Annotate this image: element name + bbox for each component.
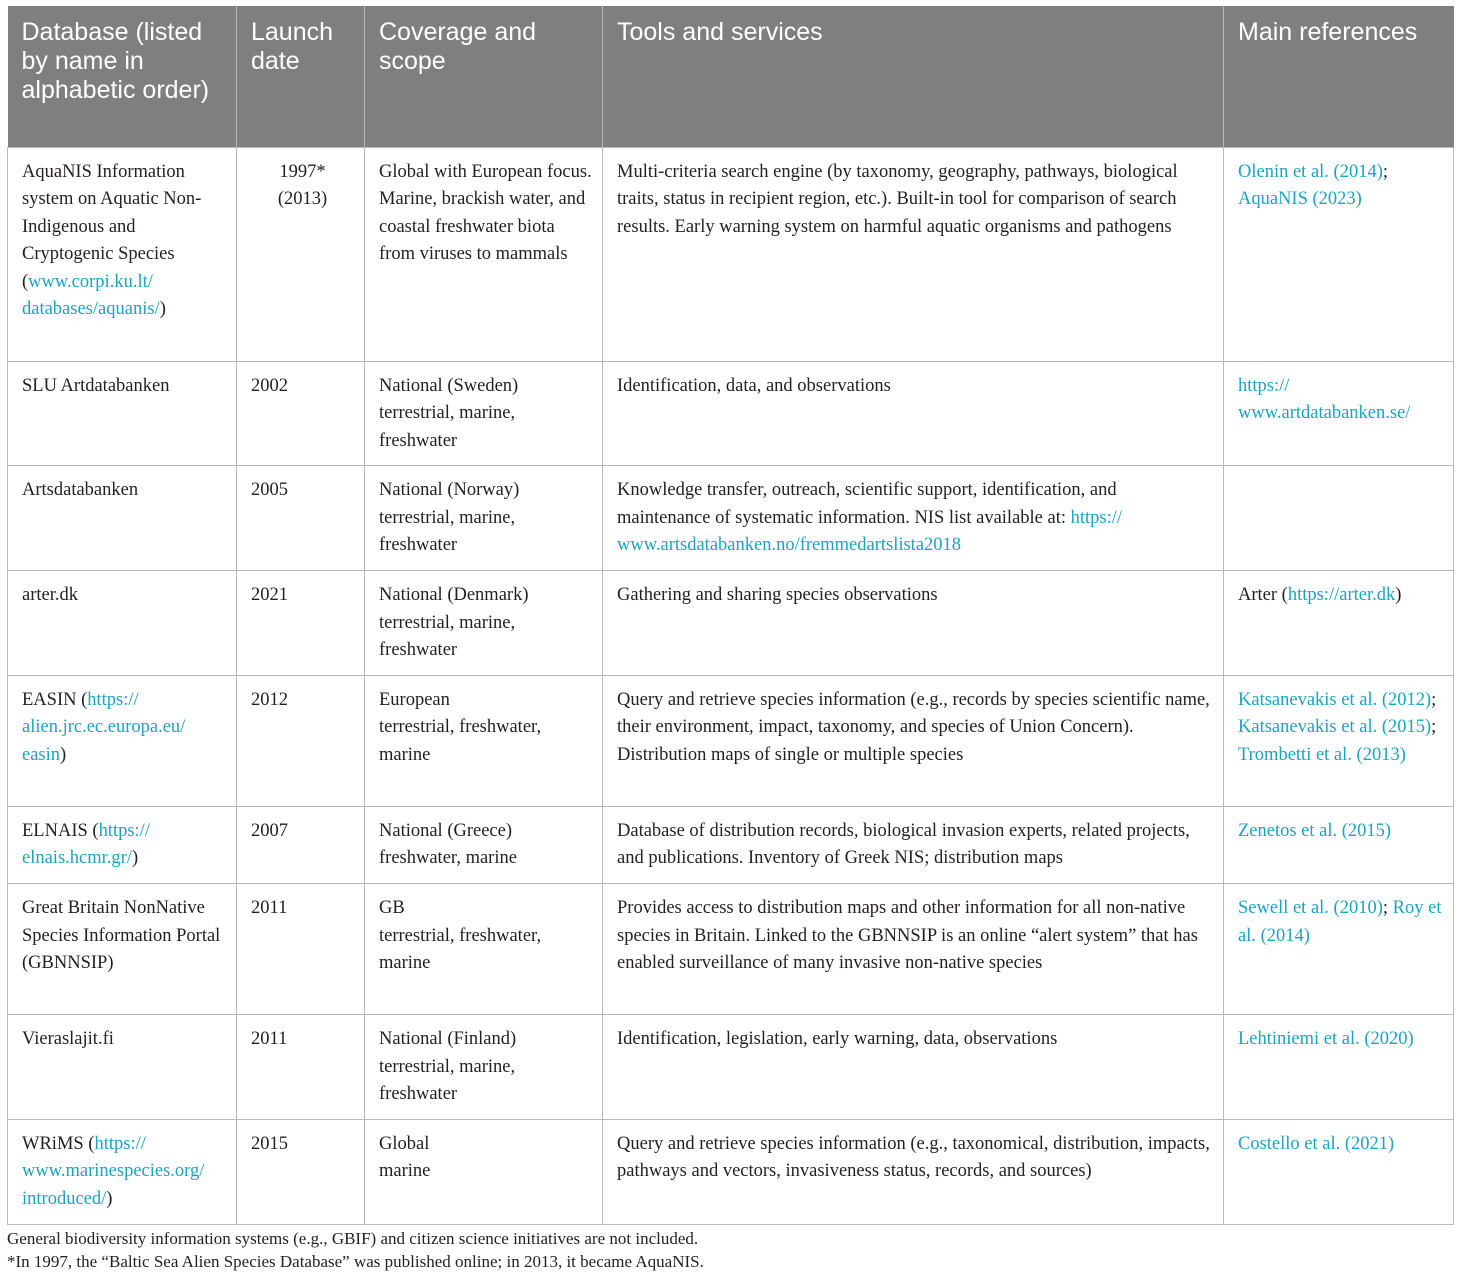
reference-link[interactable]: Lehtiniemi et al. (2020): [1238, 1029, 1414, 1050]
cell-tools: Identification, data, and observations: [603, 361, 1224, 466]
cell-references: [1224, 571, 1454, 676]
coverage-scope: terrestrial, freshwater, marine: [379, 925, 542, 974]
separator: ;: [1431, 717, 1437, 738]
reference-link[interactable]: Roy et al. (2014): [1238, 898, 1442, 946]
cell-tools: Query and retrieve species information (e.g., records by species scientific name, their environment, impact, taxonomy, and species of Union Concern). Distribution maps of single or multiple species: [603, 675, 1224, 806]
cell-coverage: [365, 675, 603, 806]
table-row: [8, 466, 1454, 571]
cell-database: Vieraslajit.fi: [8, 1015, 237, 1120]
paren-close: ): [131, 848, 139, 869]
coverage-region: National (Finland): [379, 1029, 517, 1050]
header-database: Database (listed by name in alphabetic order): [8, 6, 237, 147]
reference-link[interactable]: AquaNIS (2023): [1238, 189, 1362, 210]
reference-link[interactable]: Zenetos et al. (2015): [1238, 820, 1392, 841]
cell-coverage: [365, 806, 603, 883]
reference-link[interactable]: Trombetti et al. (2013): [1238, 745, 1406, 766]
cell-tools: Identification, legislation, early warning, data, observations: [603, 1015, 1224, 1120]
launch-date-secondary: (2013): [277, 189, 328, 210]
coverage-scope: terrestrial, freshwater, marine: [379, 717, 542, 766]
database-name: EASIN (: [22, 689, 88, 710]
cell-database: Artsdatabanken: [8, 466, 237, 571]
coverage-scope: terrestrial, marine, freshwater: [379, 403, 516, 451]
cell-tools: Database of distribution records, biological invasion experts, related projects, and publications. Inventory of Greek NIS; distribution maps: [603, 806, 1224, 883]
table-row: [8, 1119, 1454, 1224]
database-link[interactable]: https:// www.marinespecies.org/ introduced/: [22, 1133, 205, 1209]
cell-references: [1224, 1119, 1454, 1224]
tools-link[interactable]: https:// www.artsdatabanken.no/fremmedartslista2018: [617, 507, 1123, 556]
database-name: ELNAIS (: [22, 820, 99, 841]
table-row: [8, 147, 1454, 361]
cell-tools: Query and retrieve species information (e.g., taxonomical, distribution, impacts, pathways and vectors, invasiveness status, records, and sources): [603, 1119, 1224, 1224]
table-row: [8, 361, 1454, 466]
reference-link[interactable]: Katsanevakis et al. (2015): [1238, 717, 1432, 738]
database-name: WRiMS (: [22, 1133, 95, 1154]
coverage-region: National (Denmark): [379, 585, 529, 606]
database-name: AquaNIS Information system on Aquatic Non-Indigenous and Cryptogenic Species (: [22, 161, 202, 292]
cell-launch-date: 2005: [237, 466, 365, 571]
tools-text: Knowledge transfer, outreach, scientific support, identification, and maintenance of systematic information. NIS list available at:: [617, 480, 1117, 528]
table-row: [8, 675, 1454, 806]
launch-date: 1997*: [279, 161, 326, 182]
header-launch-date: Launch date: [237, 6, 365, 147]
coverage-region: Global: [379, 1133, 430, 1154]
database-link[interactable]: https:// elnais.hcmr.gr/: [22, 820, 150, 869]
coverage-scope: terrestrial, marine, freshwater: [379, 507, 516, 556]
table-row: [8, 884, 1454, 1015]
cell-references: [1224, 806, 1454, 883]
table-row: [8, 806, 1454, 883]
cell-tools: Multi-criteria search engine (by taxonomy, geography, pathways, biological traits, status in recipient region, etc.). Built-in tool for comparison of search results. Early warning system on harmful aquatic organisms and pathogens: [603, 147, 1224, 361]
footnote-asterisk: *In 1997, the “Baltic Sea Alien Species Database” was published online; in 2013, it became AquaNIS.: [7, 1252, 704, 1271]
paren-close: ): [1395, 585, 1402, 606]
cell-launch-date: 2015: [237, 1119, 365, 1224]
reference-link[interactable]: https:// www.artdatabanken.se/: [1238, 375, 1411, 424]
table-row: [8, 571, 1454, 676]
cell-coverage: [365, 466, 603, 571]
cell-launch-date: 2007: [237, 806, 365, 883]
table-row: [8, 1015, 1454, 1120]
cell-launch-date: 2012: [237, 675, 365, 806]
reference-link[interactable]: Sewell et al. (2010): [1238, 898, 1383, 919]
paren-close: ): [60, 745, 67, 766]
cell-coverage: [365, 147, 603, 361]
reference-link[interactable]: https://arter.dk: [1287, 585, 1396, 606]
reference-link[interactable]: Katsanevakis et al. (2012): [1238, 689, 1432, 710]
paren-close: ): [106, 1189, 113, 1209]
coverage-region: National (Sweden): [379, 375, 519, 396]
cell-references: [1224, 675, 1454, 806]
header-references: Main references: [1224, 6, 1454, 147]
coverage-scope: terrestrial, marine, freshwater: [379, 612, 516, 661]
footnote-general: General biodiversity information systems (e.g., GBIF) and citizen science initiatives are not included.: [7, 1229, 699, 1248]
cell-launch-date: [237, 147, 365, 361]
cell-database: SLU Artdatabanken: [8, 361, 237, 466]
cell-coverage: [365, 361, 603, 466]
cell-database: Great Britain NonNative Species Information Portal (GBNNSIP): [8, 884, 237, 1015]
cell-launch-date: 2021: [237, 571, 365, 676]
cell-tools: Gathering and sharing species observations: [603, 571, 1224, 676]
header-tools: Tools and services: [603, 6, 1224, 147]
cell-tools: Provides access to distribution maps and other information for all non-native species in Britain. Linked to the GBNNSIP is an online “alert system” that has enabled surveillance of many invasive non-native species: [603, 884, 1224, 1015]
cell-coverage: [365, 571, 603, 676]
coverage-scope: terrestrial, marine, freshwater: [379, 1056, 516, 1105]
coverage-scope: marine: [379, 1161, 431, 1182]
separator: ;: [1382, 898, 1389, 919]
cell-coverage: [365, 1119, 603, 1224]
cell-references: [1224, 147, 1454, 361]
cell-coverage: [365, 884, 603, 1015]
cell-launch-date: 2011: [237, 884, 365, 1015]
cell-tools: [603, 466, 1224, 571]
separator: ;: [1431, 689, 1437, 710]
database-link[interactable]: https:// alien.jrc.ec.europa.eu/ easin: [22, 689, 186, 766]
cell-references: [1224, 466, 1454, 571]
cell-coverage: [365, 1015, 603, 1120]
coverage-scope: Marine, brackish water, and coastal freshwater biota from viruses to mammals: [379, 189, 586, 265]
coverage-region: Global with European focus.: [379, 161, 592, 182]
database-link[interactable]: www.corpi.ku.lt/ databases/aquanis/: [22, 271, 160, 320]
database-table: [7, 6, 1454, 1225]
cell-references: [1224, 361, 1454, 466]
cell-database: arter.dk: [8, 571, 237, 676]
cell-database: [8, 806, 237, 883]
cell-database: [8, 1119, 237, 1224]
coverage-region: European: [379, 689, 450, 710]
reference-text: Arter (: [1238, 585, 1288, 606]
coverage-scope: freshwater, marine: [379, 848, 517, 869]
separator: ;: [1382, 161, 1389, 182]
cell-references: [1224, 1015, 1454, 1120]
cell-launch-date: 2002: [237, 361, 365, 466]
coverage-region: National (Norway): [379, 480, 520, 501]
cell-launch-date: 2011: [237, 1015, 365, 1120]
paren-close: ): [159, 299, 166, 320]
coverage-region: National (Greece): [379, 820, 513, 841]
header-row: [8, 6, 1454, 147]
cell-references: [1224, 884, 1454, 1015]
cell-database: [8, 675, 237, 806]
reference-link[interactable]: Olenin et al. (2014): [1238, 161, 1383, 182]
header-coverage: Coverage and scope: [365, 6, 603, 147]
reference-link[interactable]: Costello et al. (2021): [1238, 1133, 1395, 1154]
cell-database: [8, 147, 237, 361]
coverage-region: GB: [379, 898, 405, 919]
